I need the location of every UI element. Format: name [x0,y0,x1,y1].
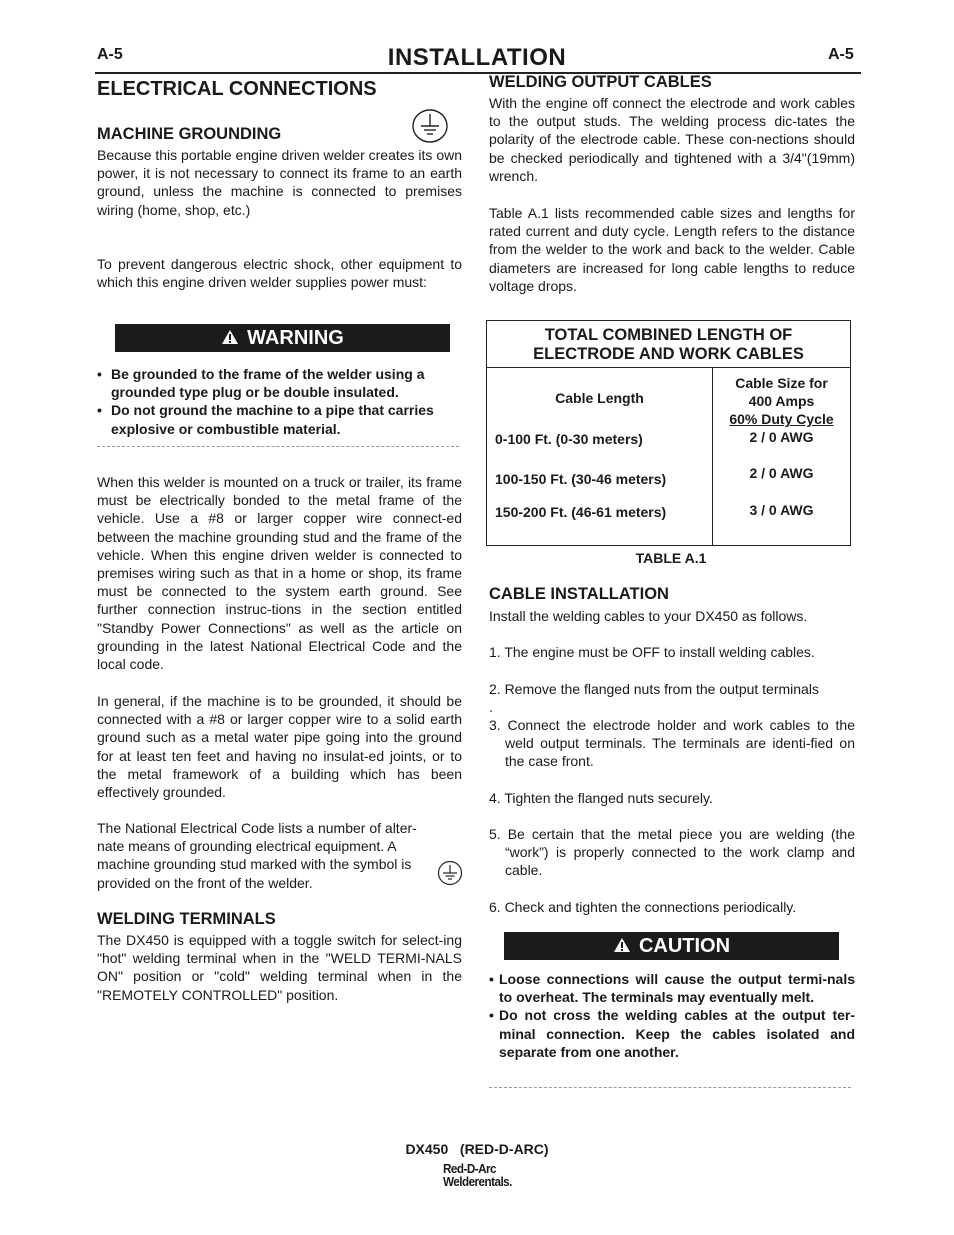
bullet-text: Do not cross the welding cables at the output ter-minal connection. Keep the cables isolated and separate from one another. [499,1007,855,1060]
table-header-divider [487,367,850,368]
bullet-text: Loose connections will cause the output termi-nals to overheat. The terminals may eventually melt. [499,971,855,1006]
section-title: ELECTRICAL CONNECTIONS [97,78,377,100]
table-cell-length: 100-150 Ft. (30-46 meters) [495,471,667,487]
step-text: 4. Tighten the flanged nuts securely. [489,790,713,806]
footer-model: DX450 (RED-D-ARC) [405,1141,549,1157]
paragraph: The National Electrical Code lists a number of alter-nate means of grounding electrical equipment. A machine grounding stud marked with the symbol is provided on the front of the welder. [97,820,417,891]
warning-list [97,365,462,438]
step-text: . [489,699,493,715]
page-number-right: A-5 [828,46,854,63]
page-title: INSTALLATION [387,44,567,71]
paragraph: The DX450 is equipped with a toggle switch for select-ing "hot" welding terminal when in the "WELD TERMI-NALS ON" position or "cold" welding terminal when in the "REMOTELY CONTROLLED" position. [97,932,462,1003]
warning-triangle-icon [613,933,631,961]
bullet-text: Be grounded to the frame of the welder using a grounded type plug or be double insulated. [111,366,425,401]
ground-stud-symbol-icon [437,860,463,891]
cable-sizes-text [489,204,855,295]
cable-table [486,320,851,546]
cable-installation-heading: CABLE INSTALLATION [489,585,669,603]
paragraph: Table A.1 lists recommended cable sizes and lengths for rated current and duty cycle. Length refers to the distance from the welder to the work and back to the welder. Cable diameters are increased for long cable lengths to reduce voltage drops. [489,205,855,294]
paragraph: Because this portable engine driven welder creates its own power, it is not necessary to connect its frame to an earth ground, unless the machine is connected to premises wiring (home, shop, etc.) [97,147,462,218]
col-header-length: Cable Length [555,390,644,406]
paragraph: To prevent dangerous electric shock, other equipment to which this engine driven welder supplies power must: [97,256,462,291]
table-header-line: ELECTRODE AND WORK CABLES [533,344,804,363]
step-item [489,789,855,807]
vehicle-bonding-text [97,473,462,673]
logo-line: Welderentals. [443,1174,512,1189]
shock-warning-text [97,255,462,291]
paragraph: When this welder is mounted on a truck or trailer, its frame must be electrically bonded to the metal frame of the vehicle. Use a #8 or larger copper wire connect-ed between the machine grounding stud and the frame of the vehicle. When this engine driven welder is connected to premises wiring such as that in a home or shop, its frame must be connected to the system earth ground. See further connection instruc-tions in the section entitled "Standby Power Connections" as well as the article on grounding in the latest National Electrical Code and the local code. [97,474,462,673]
caution-list [489,970,855,1061]
step-text: 2. Remove the flanged nuts from the output terminals [489,681,819,697]
step-text: 6. Check and tighten the connections periodically. [489,899,797,915]
step-item [489,698,855,716]
welding-terminals-heading: WELDING TERMINALS [97,910,276,928]
warning-triangle-icon [221,325,239,353]
col-header-line: Cable Size for [735,375,828,391]
table-cell-length: 150-200 Ft. (46-61 meters) [495,504,667,520]
page-number-left: A-5 [97,46,123,63]
machine-grounding-heading: MACHINE GROUNDING [97,125,282,143]
dashed-divider [489,1087,851,1088]
step-item [489,716,855,771]
warning-label: WARNING [247,327,344,349]
paragraph: Install the welding cables to your DX450 as follows. [489,608,808,624]
table-cell-length: 0-100 Ft. (0-30 meters) [495,431,643,447]
ground-symbol-icon [411,108,449,149]
table-cell-size: 2 / 0 AWG [749,465,814,481]
header-rule [95,72,861,74]
output-cables-heading: WELDING OUTPUT CABLES [489,73,712,91]
logo-line: Red-D-Arc [443,1161,497,1176]
nec-text [97,819,437,892]
step-text: 5. Be certain that the metal piece you are welding (the “work”) is properly connected to the work clamp and cable. [489,826,855,879]
step-item [489,643,855,661]
paragraph: In general, if the machine is to be grounded, it should be connected with a #8 or larger copper wire to a solid earth ground such as a metal water pipe going into the ground for at least ten feet and having no insulat-ed joints, or to the metal framework of a building which has been effectively grounded. [97,693,462,801]
machine-grounding-text [97,146,462,219]
paragraph: With the engine off connect the electrode and work cables to the output studs. The welding process dic-tates the polarity of the electrode cable. These con-nections should be checked periodically and tightened with a 3/4"(19mm) wrench. [489,95,855,184]
step-text: 1. The engine must be OFF to install welding cables. [489,644,815,660]
col-header-line: 60% Duty Cycle [729,411,834,427]
table-cell-size: 2 / 0 AWG [749,429,814,445]
step-item [489,680,855,698]
col-header-line: 400 Amps [748,393,815,409]
dashed-divider [97,446,459,447]
cable-installation-steps [489,607,855,625]
caution-label: CAUTION [638,935,731,957]
warning-banner [115,324,450,352]
table-header-line: TOTAL COMBINED LENGTH OF [544,326,793,344]
col-header-size [713,374,850,428]
step-item [489,898,855,916]
table-caption: TABLE A.1 [635,550,707,566]
list-item: • Loose connections will cause the output termi-nals to overheat. The terminals may eventually melt. [489,971,855,1006]
output-cables-text [489,94,855,185]
step-item [489,825,855,880]
grounding-general-text [97,692,462,801]
list-item: • Be grounded to the frame of the welder using a grounded type plug or be double insulated. [97,366,425,401]
list-item: • Do not ground the machine to a pipe that carries explosive or combustible material. [97,402,434,437]
bullet-text: Do not ground the machine to a pipe that carries explosive or combustible material. [111,402,434,437]
caution-banner [504,932,839,960]
welding-terminals-text [97,931,462,1004]
step-text: 3. Connect the electrode holder and work cables to the weld output terminals. The terminals are identi-fied on the case front. [489,717,855,770]
list-item: • Do not cross the welding cables at the output ter-minal connection. Keep the cables isolated and separate from one another. [489,1007,855,1060]
footer-logo [443,1162,512,1188]
table-header [487,326,850,363]
table-cell-size: 3 / 0 AWG [749,502,814,518]
